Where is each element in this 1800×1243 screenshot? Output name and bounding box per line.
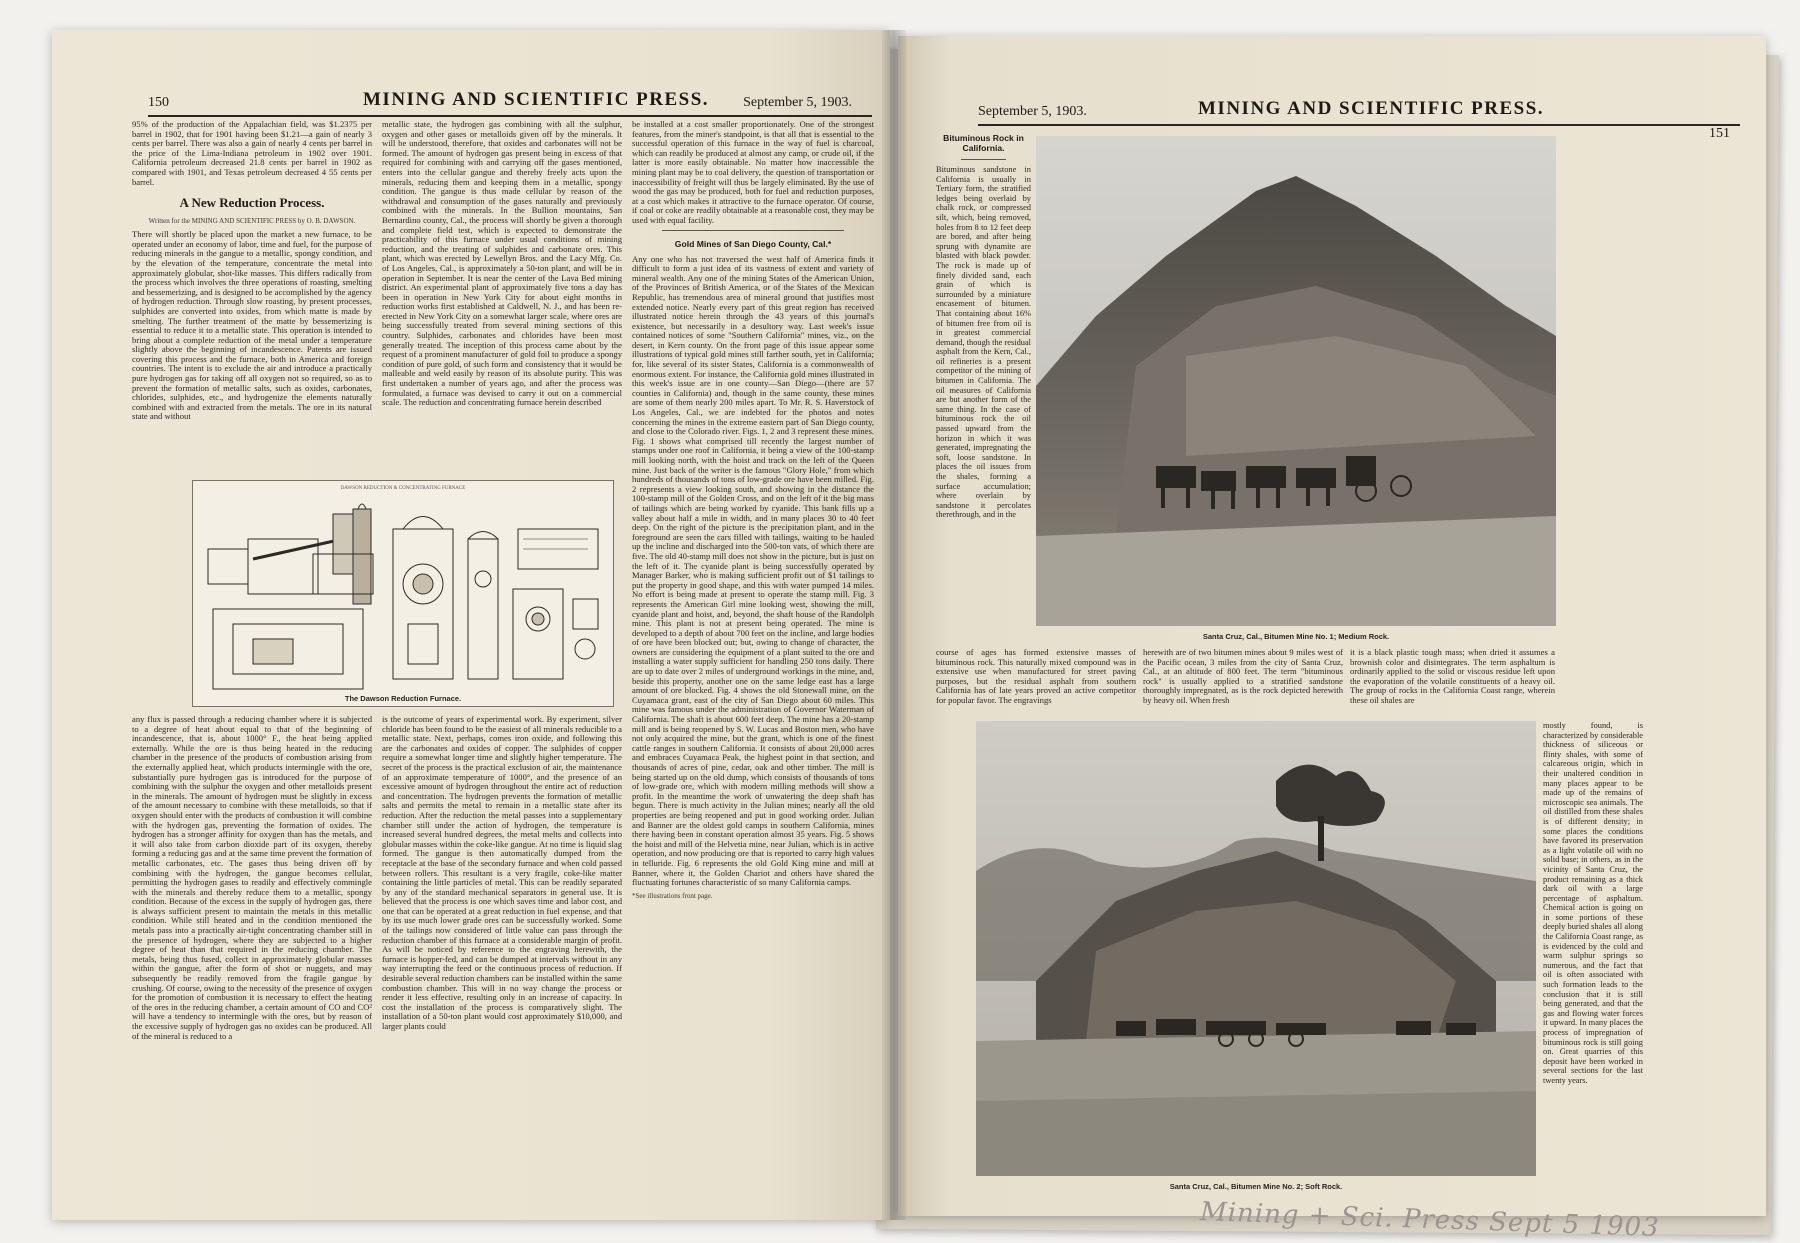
page-number: 150 — [148, 95, 169, 110]
furnace-drawing — [193, 499, 613, 699]
left-page — [52, 30, 890, 1220]
mine-1-image — [1036, 136, 1556, 626]
bitumen-mine-1-photo — [1036, 136, 1556, 626]
article-title: Bituminous Rock in California. — [943, 133, 1024, 153]
left-column-2-bottom — [382, 715, 622, 1215]
furnace-diagram — [192, 480, 614, 707]
body-text: Bituminous sandstone in California is usually in Tertiary form, the stratified ledges being overlaid by chalk rock, or compressed silt, which, being removed, holes from 8 to 12 feet deep are bored, and after being sprung with dynamite are blasted with black powder. The rock is made up of finely divided sand, each grain of which is surrounded by a miniature encasement of bitumen. That containing about 16% of bitumen free from oil is in greatest commercial demand, though the residual asphalt from the Kern, Cal., oil refineries is a present competitor of the mining of bitumen in California. The oil measures of California are but another form of the same thing. In the case of bituminous rock the oil passed upward from the horizon in which it was generated, impregnating the soft, loose sandstone. In places the oil issues from the shales, forming a surface accumulation; where overlain by sandstone it percolates therethrough, and in the — [936, 165, 1031, 520]
left-page-header — [148, 85, 872, 117]
right-page-header — [978, 94, 1740, 141]
left-column-1-top — [132, 120, 372, 475]
masthead: MINING AND SCIENTIFIC PRESS. — [1198, 98, 1545, 119]
binding-gutter — [882, 30, 906, 1220]
issue-date: September 5, 1903. — [743, 95, 852, 110]
right-page — [898, 36, 1766, 1216]
photo-caption: Santa Cruz, Cal., Bitumen Mine No. 1; Medium Rock. — [1202, 632, 1390, 641]
mine-2-image — [976, 721, 1536, 1176]
photo-caption: Santa Cruz, Cal., Bitumen Mine No. 2; Soft Rock. — [1169, 1182, 1343, 1191]
left-column-3 — [632, 120, 874, 1220]
body-text: 95% of the production of the Appalachian field, was $1.2375 per barrel in 1902, that for 1901 having been $1.21—a gain of nearly 3 cents per barrel. There was also a gain of nearly 4 cents per barrel in the price of the Lima-Indiana petroleum in 1902 over 1901. California petroleum decreased 21.8 cents per barrel in 1902 as compared with 1901, and Texas petroleum decreased 4 55 cents per barrel. — [132, 120, 372, 187]
body-text: course of ages has formed extensive masses of bituminous rock. This naturally mixed compound was in extensive use when manufactured for street paving purposes, but the residual asphalt from southern California has of late years proved an active competitor for popular favor. The engravings — [936, 648, 1136, 705]
left-column-1-bottom — [132, 715, 372, 1215]
body-text: be installed at a cost smaller proportionately. One of the strongest features, from the miner's standpoint, is that all that is essential to the successful operation of this furnace in the way of fuel is charcoal, which can readily be produced at almost any camp, or crude oil, if the latter is more easily obtainable. No matter how inaccessible the mining plant may be to coal delivery, the question of transportation or inaccessibility of freight will thus be largely eliminated. By the use of wood the gas may be produced, both for fuel and reduction purposes, at a cost which makes it attractive to the furnace operator. Of course, if coal or coke are readily obtainable at a reasonable cost, they may be used with equal facility. — [632, 120, 874, 225]
body-text: metallic state, the hydrogen gas combining with all the sulphur, oxygen and other gases or metalloids given off by the minerals. It will be understood, therefore, that oxides and carbonates will not be formed. The amount of hydrogen gas present being in excess of that required for combining with and carrying off the gases mentioned, enters into the cellular gangue and thereby freely acts upon the minerals, reducing them and keeping them in a metallic, spongy condition. The gangue is thus made cellular by reason of the withdrawal and consumption of the gases naturally and previously combined with the minerals. In the Bullion mountains, San Bernardino county, Cal., the process will shortly be given a thorough and complete field test, which is expected to demonstrate the practicability of this furnace under usual conditions of mining reduction, and the treating of sulphides and carbonate ores. This plant, which was erected by Lewellyn Bros. and the Lacy Mfg. Co. of Los Angeles, Cal., is approximately a 50-ton plant, and will be in operation in September. It is near the center of the Lava Bed mining district. An experimental plant of approximately five tons a day has been in operation in New York City for about eight months in reduction works first established at Caldwell, N. J., and has been re-erected in New York City on a somewhat larger scale, where ores are being successfully treated from several mining sections of this country. Sulphides, carbonates and chlorides have been most generally treated. The inception of this process came about by the request of a prominent manufacturer of gold foil to produce a spongy condition of pure gold, of such form and consistency that it would be malleable and weld easily by reason of its absolute purity. This was first undertaken a number of years ago, and after the process was formulated, a furnace was devised to carry it out on a commercial scale. The reduction and concentrating furnace herein described — [382, 120, 622, 408]
masthead: MINING AND SCIENTIFIC PRESS. — [363, 89, 710, 110]
body-text: There will shortly be placed upon the market a new furnace, to be operated under an economy of labor, time and fuel, for the purpose of reducing minerals in the gangue to a metallic, spongy condition, and by the elevation of the temperature, concentrate the metal into approximately globular, shot-like masses. This differs radically from the process which involves the three operations of roasting, smelting and bessemerizing, and is designed to be accomplished by the agency of hydrogen reduction. Through slow roasting, by present processes, sulphides are converted into oxides, from which matte is made by smelting. The further treatment of the matte by bessemerizing is essential to reduce it to a metallic state. This operation is intended to bring about a complete reduction of the metal under a temperature slightly above the beginning of incandescence. Patents are issued covering this process and the furnace, both in America and foreign countries. The intent is to exclude the air and introduce a practically pure hydrogen gas for taking off all oxygen not so required, so as to prevent the formation of metallic salts, such as oxides, carbonates, chlorides, sulphides, etc., and hydrogenize the elements naturally combined with and extracted from the metals. The ore in its natural state and without — [132, 229, 372, 422]
diagram-title: DAWSON REDUCTION & CONCENTRATING FURNACE — [340, 486, 466, 491]
body-text: is the outcome of years of experimental work. By experiment, silver chloride has been found to be the easiest of all minerals reducible to a metallic state. Next, perhaps, comes iron oxide, and following this are the carbonates and oxides of copper. The sulphides of copper require a somewhat longer time and slightly higher temperature. The secret of the process is the practical exclusion of air, the maintenance of an approximate temperature of 1000°, and the presence of an excessive amount of hydrogen throughout the entire act of reduction and concentration. The hydrogen prevents the formation of metallic salts and permits the metal to remain in a metallic state after its reduction. After the reduction the metal passes into a supplementary chamber still under the action of hydrogen, the temperature is increased several hundred degrees, the metal melts and collects into globular masses within the coke-like gangue. At no time is liquid slag formed. The gangue is then automatically dumped from the receptacle at the base of the secondary furnace and when cold passed between rollers. This resultant is a very fragile, coke-like matter containing the little particles of metal. This can be readily separated by any of the standard mechanical separators in general use. It is believed that the process is one which saves time and labor cost, and one that can be operated at a great reduction in fuel expense, and that by its use much lower grade ores can be successfully worked. Some of the tailings now considered of little value can pass through the reduction chamber of this furnace at a considerable margin of profit. As will be noticed by reference to the engraving herewith, the furnace is hopper-fed, and can be dumped at intervals without in any way interrupting the feed or the continuous process of reduction. If desirable several reduction chambers can be installed within the same combustion chamber. This will in no way change the process or render it less effective, resulting only in an increase of capacity. In cost the installation of the process is comparatively slight. The installation of a 50-ton plant would cost approximately $10,000, and larger plants could — [382, 715, 622, 1031]
left-column-2-top — [382, 120, 622, 475]
divider — [662, 230, 844, 231]
divider — [961, 159, 1006, 160]
wide-column-1 — [936, 648, 1136, 718]
side-column-2 — [1543, 721, 1643, 1191]
article-byline: Written for the MINING AND SCIENTIFIC PRESS by O. B. DAWSON. — [148, 217, 356, 226]
body-text: herewith are of two bitumen mines about 9 miles west of the Pacific ocean, 3 miles from the city of Santa Cruz, Cal., at an altitude of 800 feet. The term "bituminous rock" is usually applied to a stratified sandstone thoroughly impregnated, as is the rock depicted herewith by heavy oil. When fresh — [1143, 648, 1343, 705]
figure-caption: The Dawson Reduction Furnace. — [344, 694, 462, 703]
wide-column-2 — [1143, 648, 1343, 718]
body-text: mostly found, is characterized by considerable thickness of siliceous or flinty shales, with some of calcareous origin, which in their unaltered condition in many places appear to be made up of the remains of microscopic sea animals. The oil distilled from these shales is of different density; in some places the conditions have favored its preservation as a light volatile oil with no solid base; in others, as in the vicinity of Santa Cruz, the product remaining as a thick dark oil with a large percentage of asphaltum. Chemical action is going on in some portions of these deeply buried shales all along the California Coast range, as is evidenced by the cold and warm sulphur springs so numerous, and the fact that oil is often associated with such formation leads to the conclusion that it is still being generated, and that the gas and flowing water forces it upward. In many places the process of impregnation of bituminous rock is still going on. Great quarries of this deposit have been worked in several sections for the last twenty years. — [1543, 721, 1643, 1085]
body-text: it is a black plastic tough mass; when dried it assumes a brownish color and disintegrates. The term asphaltum is ordinarily applied to the solid or viscous residue left upon the evaporation of the volatile constituents of a heavy oil. The group of rocks in the California Coast range, wherein these oil shales are — [1350, 648, 1555, 705]
page-number: 151 — [1709, 126, 1730, 141]
footnote: *See illustrations front page. — [632, 891, 713, 900]
issue-date: September 5, 1903. — [978, 104, 1087, 119]
body-text: Any one who has not traversed the west half of America finds it difficult to form a just idea of its vastness of extent and variety of mineral wealth. Any one of the mining States of the American Union, of the Provinces of British America, or of the States of the Mexican Republic, has tremendous area of mineral ground that justifies most extended notice. Nearly every part of this great region has received illustrated notice herein through the 43 years of this journal's existence, but necessarily in a desultory way. Last week's issue contained notices of some "Southern California" mines, viz., on the desert, in Kern county. On the front page of this issue appear some illustrations of typical gold mines still farther south, yet in California; for, like several of its sister States, California is a commonwealth of enormous extent. For instance, the California gold mines illustrated in this week's issue are in one county—San Diego—(there are 57 counties in California) and, though in the same county, these mines are some of them nearly 200 miles apart. To Mr. R. S. Haverstock of Los Angeles, Cal., we are indebted for the photos and notes concerning the mines in the extreme eastern part of San Diego county, and close to the Colorado river. Figs. 1, 2 and 3 represent these mines. Fig. 1 shows what comprised till recently the largest number of stamps under one roof in California, it being a view of the 100-stamp mill looking north, with the hoist and track on the left of the Queen mine. Just back of the writer is the famous "Glory Hole," from which hundreds of thousands of tons of low-grade ore have been milled. Fig. 2 represents a view looking south, and showing in the distance the 100-stamp mill of the Golden Cross, and on the left of it the big mass of tailings which are being worked by cyanide. This bank fills up a valley about half a mile in width, and in many places 30 to 40 feet deep. On the right of the picture is the precipitation plant, and in the foreground are seen the cars filled with tailings, waiting to be hauled up the incline and discharged into the 500-ton vats, of which there are five. The old 40-stamp mill does not show in the picture, but is just on the left of it. The cyanide plant is being successfully operated by Manager Barker, who is making sufficient profit out of $1 tailings to put the property in good shape, and this with water pumped 14 miles. No effort is being made at present to operate the stamp mill. Fig. 3 represents the American Girl mine looking west, showing the mill, cyanide plant and hoist, and, beyond, the shaft house of the Randolph mine. This plant is not at present being operated. The mine is developed to a depth of about 700 feet on the incline, and large bodies of ore have been blocked out; but, owing to change of character, the owners are considering the equipment of a plant suited to the ore and installing a water supply sufficient for handling 250 tons daily. There are up to date over 2 miles of underground workings in the mine, and, beside this property, another one on the same ledge east has a large amount of ore blocked. Fig. 4 shows the old Stonewall mine, on the Cuyamaca grant, east of the city of San Diego about 60 miles. This mine was famous under the administration of Governor Waterman of California. The shaft is about 600 feet deep. The mine has a 20-stamp mill and is being reopened by S. W. Lucas and Boston men, who have not only acquired the mine, but the grant, which is one of the finest cattle ranges in southern California. It consists of about 20,000 acres and embraces Cuyamaca Peak, the highest point in that section, and thousands of acres of pine, cedar, oak and other timber. The mill is being started up on the old dump, which consists of thousands of tons of low-grade ore, which with modern milling methods will show a profit. In the meantime the work of unwatering the deep shaft has begun. There is much activity in the Julian mines; nearly all the old properties are being reopened and put in good working order. Julian and Banner are the oldest gold camps in southern California, mines there having been in constant operation almost 35 years. Fig. 5 shows the hoist and mill of the Helvetia mine, near Julian, which is in active operation, and now producing ore that is reported to carry high values in telluride. Fig. 6 represents the old Gold King mine and mill at Banner, where it, the Golden Chariot and others have shared the fluctuating fortunes characteristic of so many California camps. — [632, 253, 874, 888]
body-text: any flux is passed through a reducing chamber where it is subjected to a degree of heat about equal to that of the beginning of incandescence, that is, about 1000° F., the heat being applied externally. While the ore is thus being heated in the reducing chamber in the presence of the products of combustion arising from the externally applied heat, which products intermingle with the ore, substantially pure hydrogen gas is introduced for the purpose of combining with the sulphur the oxygen and other metalloids present in the minerals. The amount of hydrogen must be slightly in excess of the amount necessary to combine with these metalloids, so that if oxygen should enter with the products of combustion it will combine with the hydrogen gas, preventing the formation of oxides. The hydrogen has a stronger affinity for oxygen than has the metals, and it will also take from carbon dioxide part of its oxygen, thereby forming a reducing gas and at the same time prevent the formation of metallic carbonates, etc. The gases thus being driven off by combining with the hydrogen, the gangue becomes cellular, permitting the hydrogen gases to readily and effectively commingle with the minerals and thereby reduce them to a metallic, spongy condition. Because of the excess in the supply of hydrogen gas, there is always sufficient present to maintain the metals in this metallic condition. While still heated and in the condition mentioned the metals pass into a practically air-tight concentrating chamber still in the presence of hydrogen, where they are subjected to a higher degree of heat than that required in the reducing chamber. The metals, being thus fused, collect in approximately globular masses within the gangue, after the form of shot or nuggets, and may subsequently be readily removed from the fragile gangue by crushing. Of course, owing to the necessity of the presence of oxygen for the promotion of combustion it is necessary to effect the heating of the ores in the reducing chamber, a certain amount of CO and CO² will have a tendency to intermingle with the ores, but by reason of the excessive supply of hydrogen gas no oxides can be produced. All of the mineral is reduced to a — [132, 715, 372, 1041]
article-title: A New Reduction Process. — [179, 195, 325, 211]
article-title: Gold Mines of San Diego County, Cal.* — [674, 238, 832, 249]
side-column-1 — [936, 131, 1031, 651]
handwritten-note: Mining + Sci. Press Sept 5 1903 — [1199, 1196, 1661, 1243]
wide-column-3 — [1350, 648, 1555, 718]
bitumen-mine-2-photo — [976, 721, 1536, 1176]
